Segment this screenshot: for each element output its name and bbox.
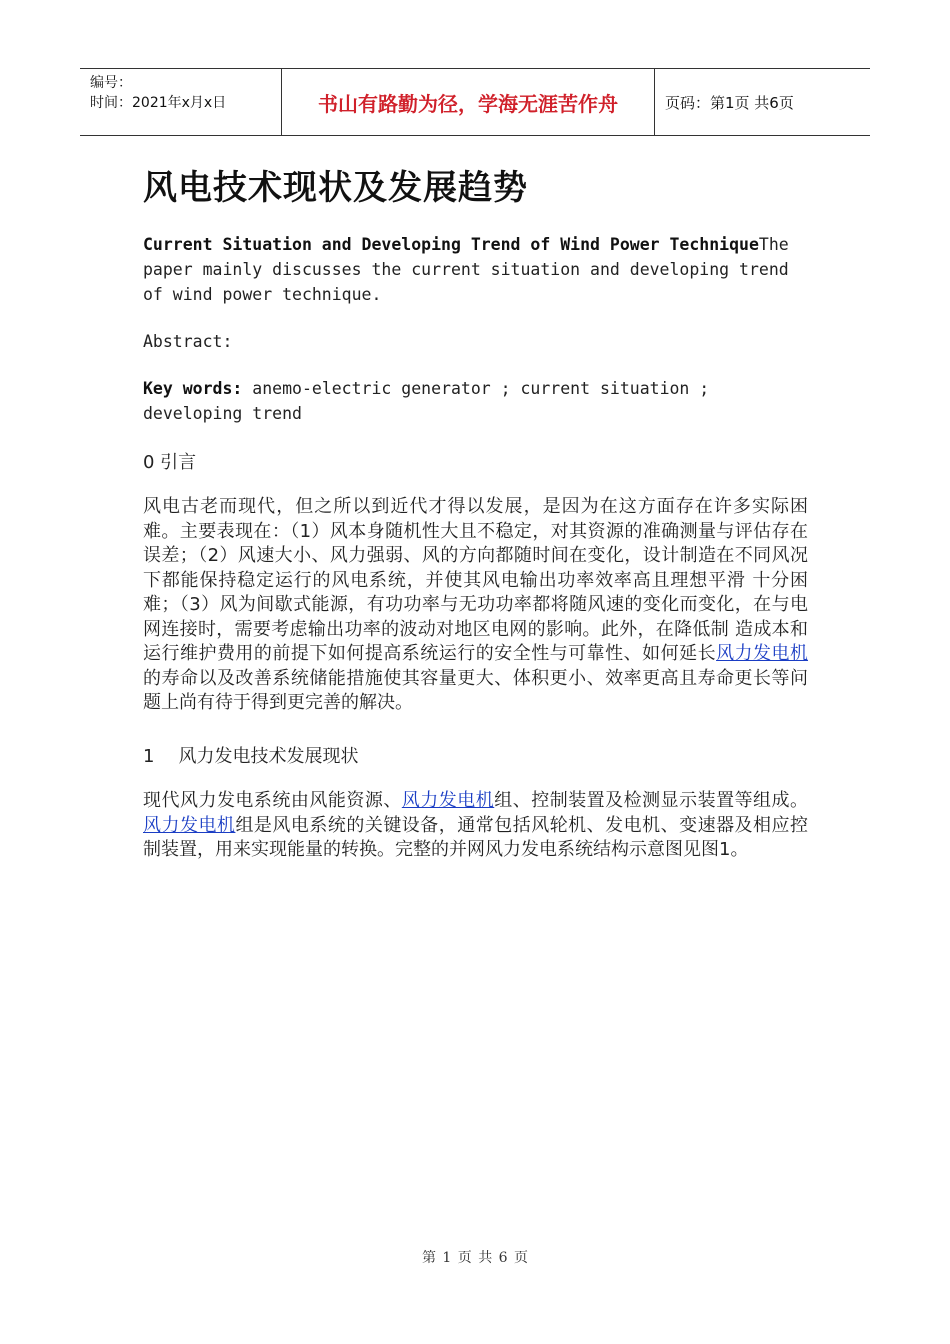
page-footer: [0, 1247, 950, 1267]
paragraph-intro-text-a: 风电古老而现代，但之所以到近代才得以发展，是因为在这方面存在许多实际困难。主要表现在：（1）风本身随机性大且不稳定，对其资源的准确测量与评估存在误差；（2）风速大小、风力强弱、风的方向都随时间在变化，设计制造在不同风况下都能保持稳定运行的风电系统，并使其风电输出功率效率高且理想平滑 十分困难；（3）风为间歇式能源，有功功率与无功功率都将随风速的变化而变化，在与电网连接时，需要考虑输出功率的波动对地区电网的影响。此外，在降低制 造成本和运行维护费用的前提下如何提高系统运行的安全性与可靠性、如何延长: [143, 496, 808, 664]
paragraph-intro: [143, 495, 808, 716]
footer-ye: 页: [457, 1250, 472, 1266]
document-title: 风电技术现状及发展趋势: [143, 168, 528, 208]
time-label: 时间：2021年x月x日: [90, 95, 227, 111]
footer-gong: 共: [478, 1250, 493, 1266]
section-1-title: 风力发电技术发展现状: [178, 746, 359, 767]
section-0-heading: 0 引言: [143, 452, 197, 473]
header-meta: [80, 69, 282, 135]
abstract-label: Abstract:: [143, 332, 233, 351]
keywords-label: Key words:: [143, 379, 243, 398]
footer-di: 第: [421, 1250, 436, 1266]
wind-turbine-link-3[interactable]: 风力发电机: [143, 814, 236, 836]
english-title: Current Situation and Developing Trend of Wind Power Technique: [143, 235, 759, 254]
footer-total-pages: 6: [498, 1250, 508, 1266]
wind-turbine-link[interactable]: 风力发电机: [716, 643, 809, 664]
english-title-block: [143, 232, 808, 307]
footer-page-number: 1: [442, 1250, 452, 1266]
page-header: [80, 68, 870, 136]
keywords-text: anemo-electric generator ; current situation ;: [242, 379, 710, 398]
wind-turbine-link-2[interactable]: 风力发电机: [401, 790, 495, 811]
header-motto: 书山有路勤为径，学海无涯苦作舟: [282, 69, 655, 135]
paragraph-status-text-b: 组、控制装置及检测显示装置等组成。: [494, 790, 809, 811]
section-1-heading: [143, 742, 808, 768]
paragraph-status-text-a: 现代风力发电系统由风能资源、: [143, 790, 402, 811]
header-page-info: 页码：第1页 共6页: [665, 93, 794, 112]
keywords-text-2: developing trend: [143, 404, 302, 423]
paragraph-status: [143, 789, 808, 863]
paragraph-intro-text-b: 的寿命以及改善系统储能措施使其容量更大、体积更小、效率更高且寿命更长等问题上尚有待于得到更完善的解决。: [143, 667, 808, 713]
number-label: 编号：: [90, 75, 132, 91]
paragraph-status-text-c: 组是风电系统的关键设备，通常包括风轮机、发电机、变速器及相应控制装置，用来实现能量的转换。完整的并网风力发电系统结构示意图见图1。: [143, 814, 809, 860]
keywords-block: [143, 376, 808, 426]
footer-ye-2: 页: [514, 1250, 529, 1266]
section-1-number: 1: [143, 746, 155, 767]
english-summary: paper mainly discusses the current situation and developing trend of wind power technique.: [143, 260, 789, 304]
english-summary-first: The: [758, 235, 789, 254]
